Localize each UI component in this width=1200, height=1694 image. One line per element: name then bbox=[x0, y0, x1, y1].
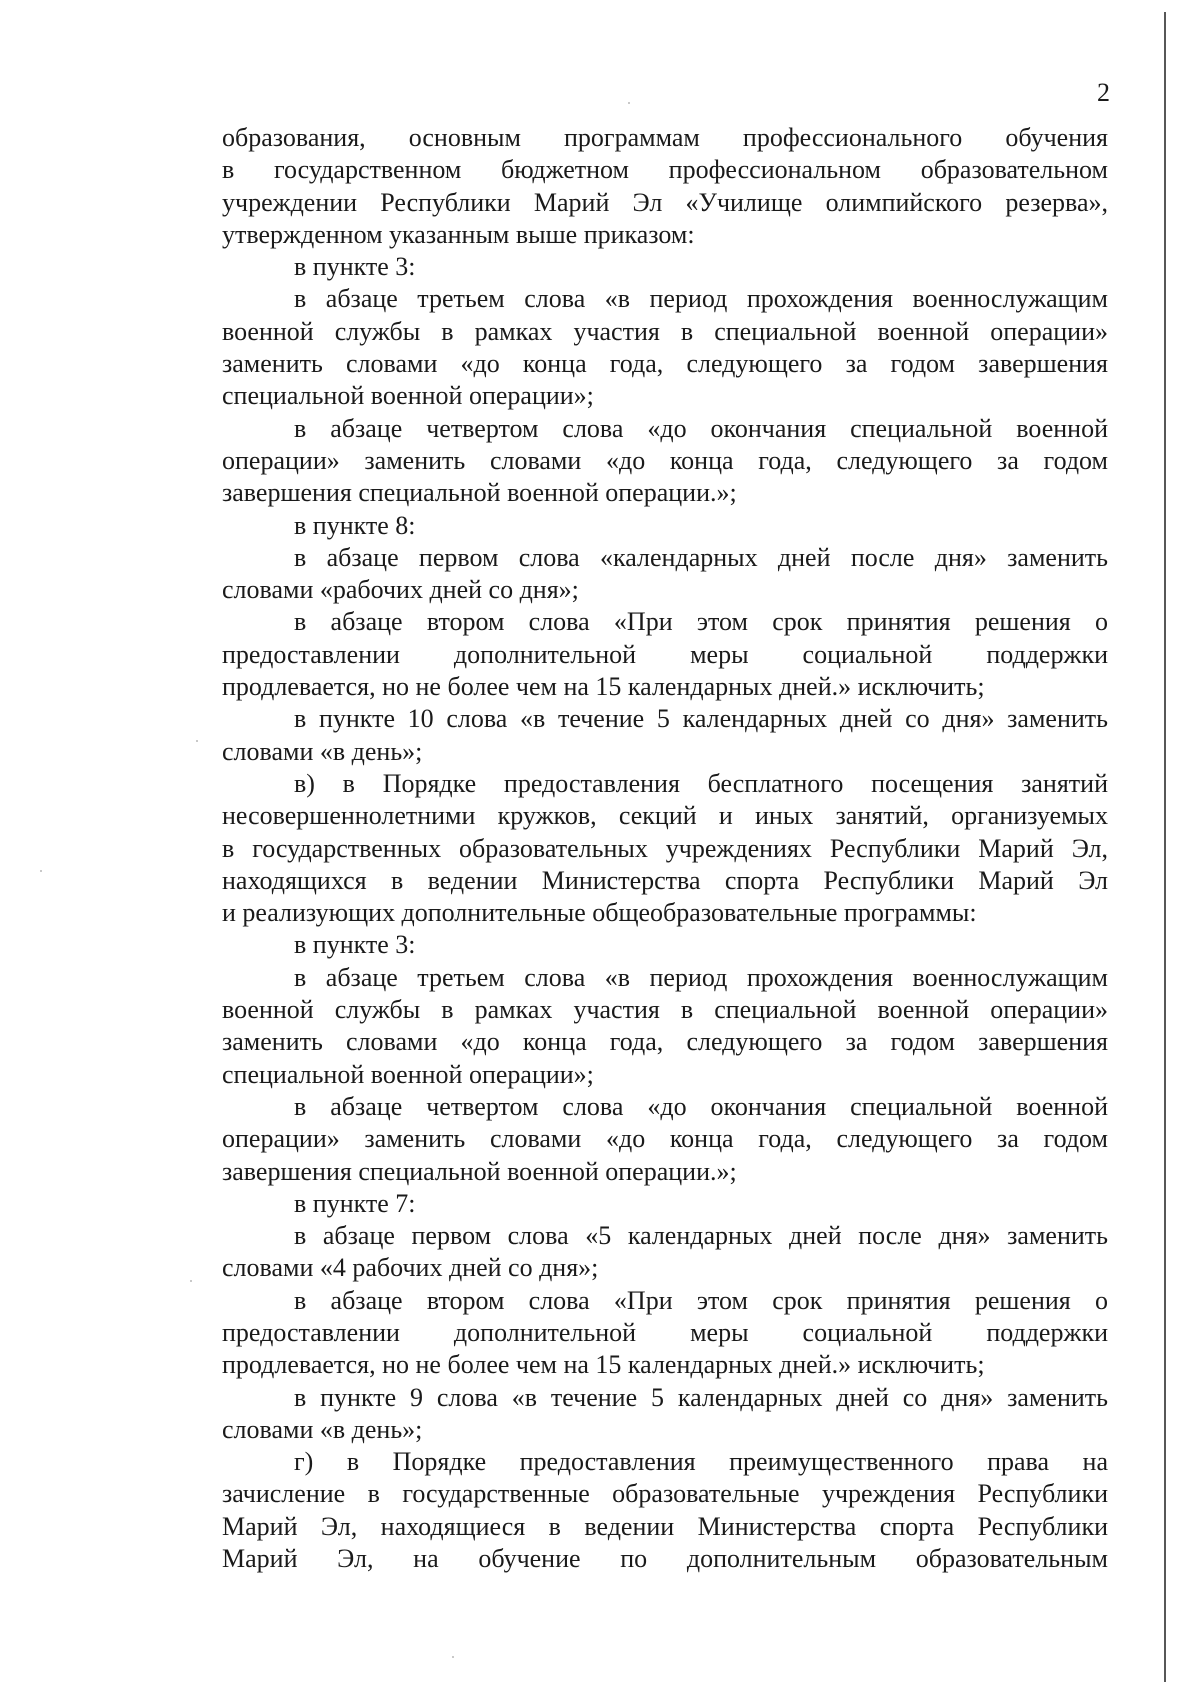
text-line: Марий Эл, на обучение по дополнительным образовательным bbox=[222, 1544, 1108, 1574]
text-line: зачисление в государственные образовательные учреждения Республики bbox=[222, 1479, 1108, 1509]
text-line: продлевается, но не более чем на 15 календарных дней.» исключить; bbox=[222, 1350, 985, 1380]
text-line: Марий Эл, находящиеся в ведении Министерства спорта Республики bbox=[222, 1511, 1108, 1541]
text-line: в пункте 8: bbox=[294, 510, 416, 540]
text-line: г) в Порядке предоставления преимущественного права на bbox=[294, 1447, 1108, 1477]
text-line: военной службы в рамках участия в специальной военной операции» bbox=[222, 995, 1108, 1025]
text-line: в абзаце третьем слова «в период прохождения военнослужащим bbox=[294, 284, 1108, 314]
scan-speck bbox=[40, 870, 42, 872]
text-line: в пункте 7: bbox=[294, 1188, 416, 1218]
text-line: словами «4 рабочих дней со дня»; bbox=[222, 1253, 599, 1283]
text-line: в абзаце первом слова «5 календарных дней после дня» заменить bbox=[294, 1221, 1108, 1251]
text-line: в пункте 10 слова «в течение 5 календарных дней со дня» заменить bbox=[294, 704, 1108, 734]
text-line: заменить словами «до конца года, следующего за годом завершения bbox=[222, 1027, 1108, 1057]
text-line: в абзаце четвертом слова «до окончания специальной военной bbox=[294, 1091, 1108, 1121]
scan-speck bbox=[452, 1656, 454, 1658]
text-line: завершения специальной военной операции.»; bbox=[222, 1156, 737, 1186]
text-line: специальной военной операции»; bbox=[222, 1059, 594, 1089]
page-number: 2 bbox=[1097, 78, 1110, 107]
text-line: образования, основным программам профессионального обучения bbox=[222, 123, 1108, 152]
text-line: заменить словами «до конца года, следующего за годом завершения bbox=[222, 349, 1108, 379]
text-line: в абзаце втором слова «При этом срок принятия решения о bbox=[294, 1285, 1108, 1315]
text-line: операции» заменить словами «до конца года, следующего за годом bbox=[222, 1124, 1108, 1154]
scan-speck bbox=[190, 1280, 192, 1282]
text-line: словами «в день»; bbox=[222, 1414, 423, 1444]
text-line: утвержденном указанным выше приказом: bbox=[222, 219, 695, 249]
text-line: и реализующих дополнительные общеобразовательные программы: bbox=[222, 898, 977, 928]
text-line: предоставлении дополнительной меры социальной поддержки bbox=[222, 1317, 1108, 1347]
text-line: в абзаце втором слова «При этом срок принятия решения о bbox=[294, 607, 1108, 637]
scan-speck bbox=[196, 740, 198, 742]
document-body bbox=[222, 122, 1108, 1575]
text-line: в пункте 3: bbox=[294, 930, 416, 960]
text-line: в абзаце первом слова «календарных дней после дня» заменить bbox=[294, 542, 1108, 572]
text-line: в абзаце четвертом слова «до окончания специальной военной bbox=[294, 413, 1108, 443]
text-line: в) в Порядке предоставления бесплатного посещения занятий bbox=[294, 768, 1108, 798]
text-line: в пункте 3: bbox=[294, 252, 416, 282]
text-line: в государственных образовательных учреждениях Республики Марий Эл, bbox=[222, 833, 1108, 863]
text-line: находящихся в ведении Министерства спорта Республики Марий Эл bbox=[222, 865, 1108, 895]
text-line: предоставлении дополнительной меры социальной поддержки bbox=[222, 639, 1108, 669]
text-line: словами «рабочих дней со дня»; bbox=[222, 575, 579, 605]
text-line: завершения специальной военной операции.»; bbox=[222, 478, 737, 508]
text-line: в абзаце третьем слова «в период прохождения военнослужащим bbox=[294, 962, 1108, 992]
text-line: в государственном бюджетном профессиональном образовательном bbox=[222, 155, 1108, 185]
text-line: несовершеннолетними кружков, секций и иных занятий, организуемых bbox=[222, 801, 1108, 831]
text-line: военной службы в рамках участия в специальной военной операции» bbox=[222, 316, 1108, 346]
scan-speck bbox=[628, 102, 630, 104]
text-line: операции» заменить словами «до конца года, следующего за годом bbox=[222, 445, 1108, 475]
text-line: в пункте 9 слова «в течение 5 календарных дней со дня» заменить bbox=[294, 1382, 1108, 1412]
text-line: специальной военной операции»; bbox=[222, 381, 594, 411]
text-line: продлевается, но не более чем на 15 календарных дней.» исключить; bbox=[222, 672, 985, 702]
scan-edge-line bbox=[1164, 12, 1166, 1682]
text-line: учреждении Республики Марий Эл «Училище олимпийского резерва», bbox=[222, 187, 1108, 217]
text-line: словами «в день»; bbox=[222, 736, 423, 766]
